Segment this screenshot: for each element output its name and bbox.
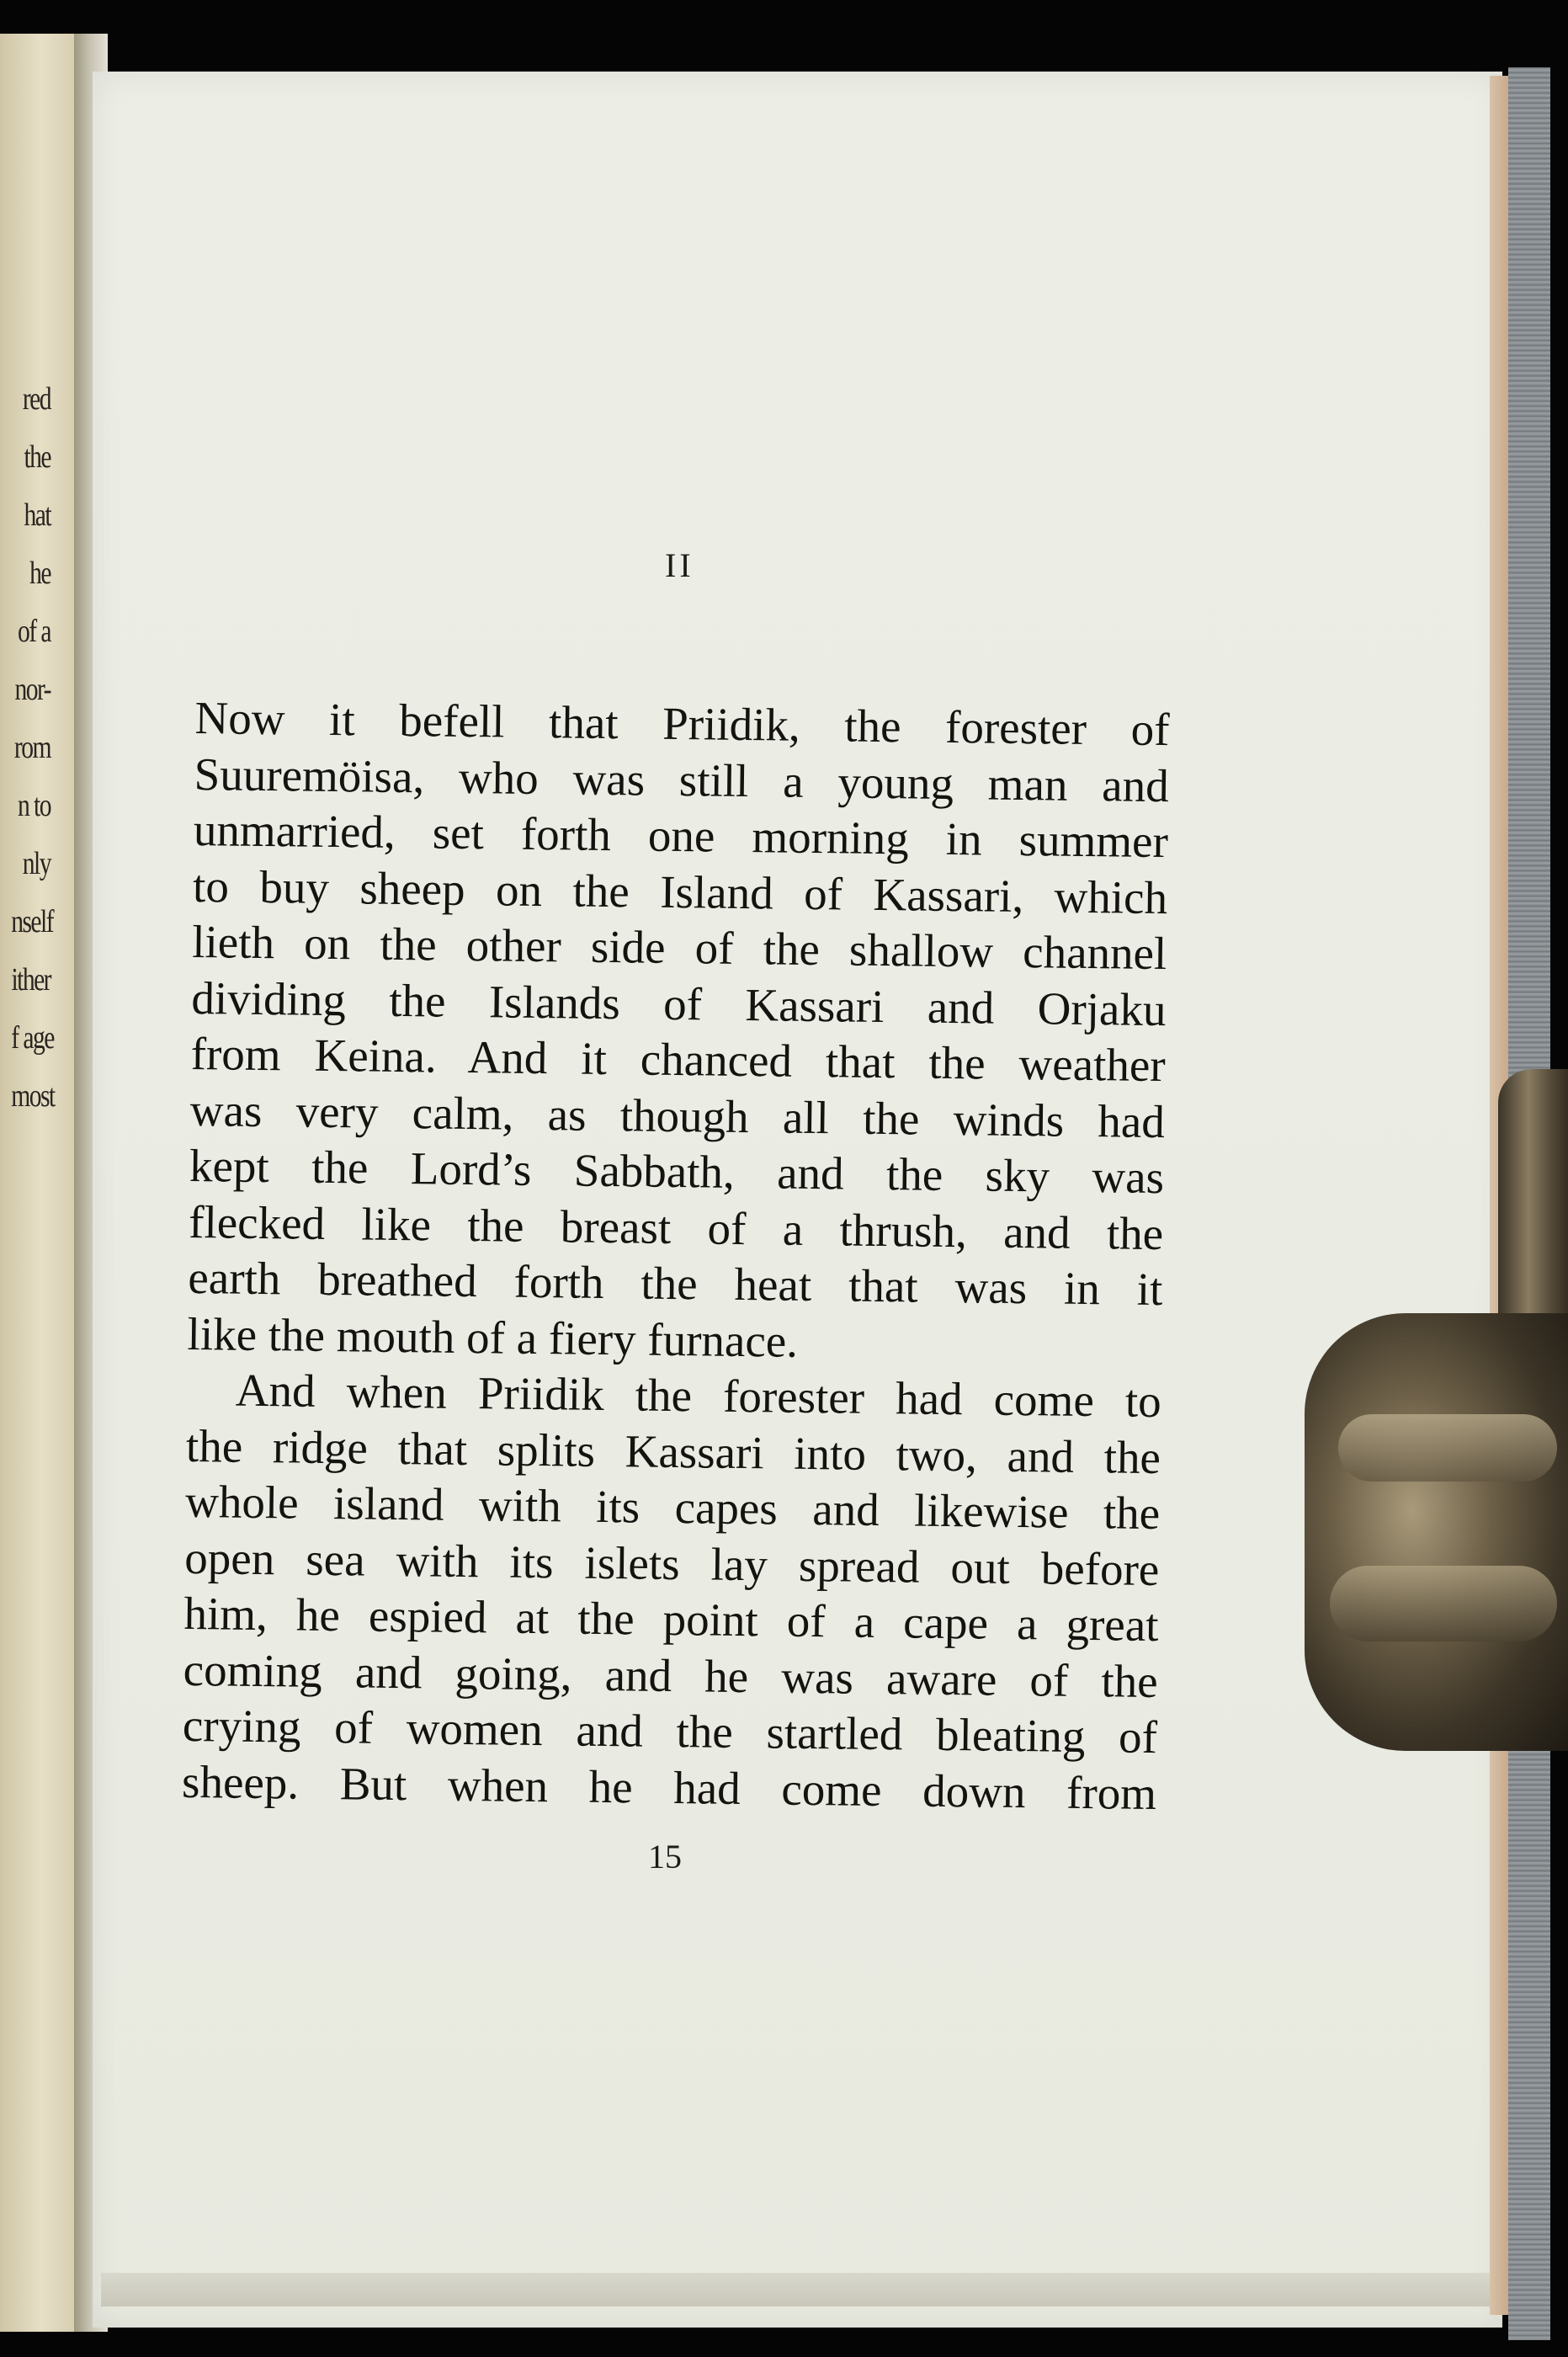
text-line: like the mouth of a fiery furnace. xyxy=(187,1307,799,1367)
text-line: Now it befell that Priidik, the forester of xyxy=(194,691,1170,756)
text-line: sheep. But when he had come down from xyxy=(181,1755,1157,1819)
margin-fragment: red xyxy=(22,381,50,417)
margin-fragment: f age xyxy=(11,1020,54,1056)
left-page-margin-text xyxy=(11,370,55,1125)
text-line: lieth on the other side of the shallow channel xyxy=(191,915,1167,980)
margin-fragment: nor- xyxy=(14,672,50,707)
text-line: unmarried, set forth one morning in summer xyxy=(193,803,1169,868)
margin-fragment: nly xyxy=(22,846,50,881)
text-line: coming and going, and he was aware of the xyxy=(183,1643,1159,1707)
page-bottom-edge xyxy=(101,2273,1498,2306)
metal-clip xyxy=(1305,1313,1568,1751)
text-line: dividing the Islands of Kassari and Orjaku xyxy=(191,971,1167,1035)
margin-fragment: he xyxy=(29,556,50,591)
body-text xyxy=(182,690,1170,1822)
margin-fragment: n to xyxy=(17,788,51,823)
margin-fragment: nself xyxy=(11,904,54,939)
margin-fragment: ither xyxy=(11,962,51,998)
margin-fragment: the xyxy=(24,439,50,475)
margin-fragment: rom xyxy=(13,730,50,765)
page-number: 15 xyxy=(648,1838,682,1875)
text-line: the ridge that splits Kassari into two, and the xyxy=(185,1419,1161,1483)
margin-fragment: hat xyxy=(24,497,50,533)
margin-fragment: of a xyxy=(17,614,51,649)
text-line: And when Priidik the forester had come to xyxy=(235,1364,1162,1428)
text-line: earth breathed forth the heat that was in it xyxy=(188,1251,1163,1316)
text-line: kept the Lord’s Sabbath, and the sky was xyxy=(189,1139,1165,1204)
text-line: crying of women and the startled bleating of xyxy=(182,1699,1158,1764)
text-line: from Keina. And it chanced that the weather xyxy=(190,1027,1167,1092)
text-line: Suuremöisa, who was still a young man and xyxy=(194,748,1170,811)
text-line: open sea with its islets lay spread out before xyxy=(184,1531,1160,1595)
text-line: flecked like the breast of a thrush, and the xyxy=(188,1195,1164,1259)
text-line: was very calm, as though all the winds had xyxy=(189,1083,1166,1147)
metal-clip-upper xyxy=(1498,1069,1568,1347)
margin-fragment: most xyxy=(11,1078,55,1114)
text-line: him, he espied at the point of a cape a great xyxy=(183,1587,1159,1652)
left-facing-page xyxy=(0,34,74,2332)
chapter-number: II xyxy=(665,546,694,584)
text-line: to buy sheep on the Island of Kassari, which xyxy=(192,859,1168,923)
text-line: whole island with its capes and likewise the xyxy=(184,1475,1161,1540)
